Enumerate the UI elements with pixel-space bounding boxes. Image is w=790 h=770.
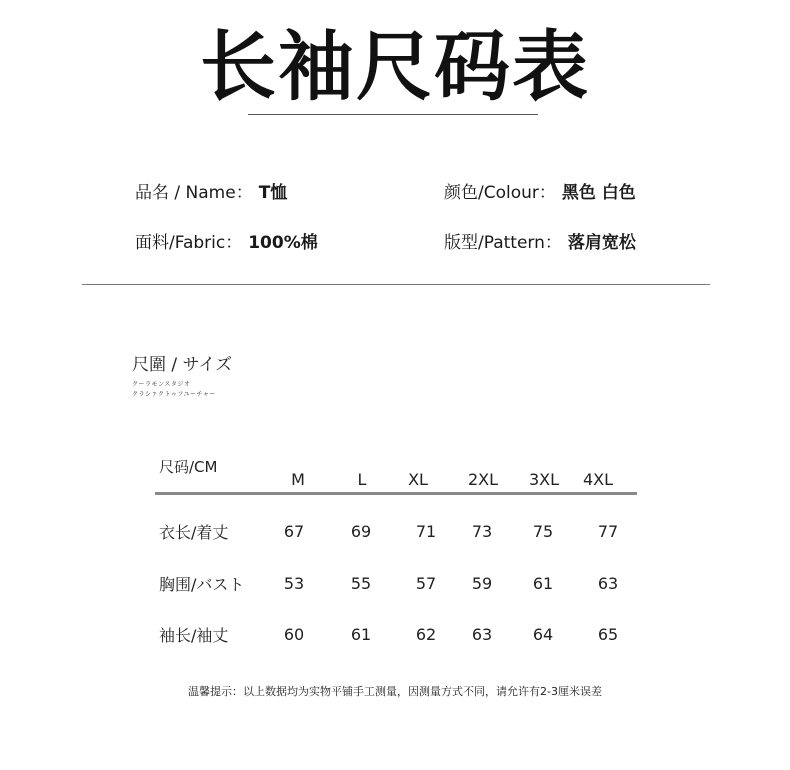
table-header-label: 尺码/CM xyxy=(159,458,218,476)
size-header-4xl: 4XL xyxy=(582,470,614,489)
table-cell: 77 xyxy=(597,522,619,541)
size-header-3xl: 3XL xyxy=(528,470,560,489)
table-cell: 62 xyxy=(415,625,437,644)
info-name-label: 品名 / Name： xyxy=(135,183,253,203)
size-header-2xl: 2XL xyxy=(467,470,499,489)
table-cell: 53 xyxy=(283,574,305,593)
info-fabric xyxy=(135,232,318,254)
info-pattern-label: 版型/Pattern： xyxy=(444,233,562,253)
table-cell: 69 xyxy=(350,522,372,541)
table-cell: 63 xyxy=(597,574,619,593)
table-cell: 59 xyxy=(471,574,493,593)
info-colour xyxy=(444,182,636,204)
info-fabric-label: 面料/Fabric： xyxy=(135,233,243,253)
page-title: 长袖尺码表 xyxy=(200,22,590,111)
title-underline xyxy=(248,114,538,115)
brand-line-2: クラシァクトゥフユーチャー xyxy=(132,391,216,398)
info-pattern-value: 落肩宽松 xyxy=(567,233,636,253)
table-cell: 57 xyxy=(415,574,437,593)
measurement-note: 温馨提示：以上数据均为实物平铺手工测量，因测量方式不同，请允许有2-3厘米误差 xyxy=(188,685,602,698)
table-cell: 71 xyxy=(415,522,437,541)
table-cell: 73 xyxy=(471,522,493,541)
size-header-l: L xyxy=(357,470,367,489)
info-name-value: T恤 xyxy=(258,183,288,203)
section-divider xyxy=(82,284,710,285)
table-cell: 60 xyxy=(283,625,305,644)
table-header-line xyxy=(155,492,637,495)
row-label-sleeve: 袖长/袖丈 xyxy=(159,626,229,645)
info-fabric-value: 100%棉 xyxy=(248,233,318,253)
size-header-m: M xyxy=(291,470,305,489)
table-cell: 61 xyxy=(350,625,372,644)
row-label-length: 衣长/着丈 xyxy=(159,523,229,542)
info-name xyxy=(135,182,287,204)
info-colour-value: 黑色 白色 xyxy=(561,183,636,203)
brand-line-1: クーラモンスタジオ xyxy=(132,381,191,388)
size-header-xl: XL xyxy=(408,470,428,489)
brand-heading: 尺圍 / サイズ xyxy=(132,355,233,375)
table-cell: 55 xyxy=(350,574,372,593)
table-cell: 64 xyxy=(532,625,554,644)
table-cell: 61 xyxy=(532,574,554,593)
info-pattern xyxy=(444,232,636,254)
table-cell: 75 xyxy=(532,522,554,541)
brand-block xyxy=(132,354,232,400)
table-cell: 63 xyxy=(471,625,493,644)
row-label-bust: 胸围/バスト xyxy=(159,575,245,594)
table-cell: 65 xyxy=(597,625,619,644)
info-colour-label: 颜色/Colour： xyxy=(444,183,556,203)
table-cell: 67 xyxy=(283,522,305,541)
